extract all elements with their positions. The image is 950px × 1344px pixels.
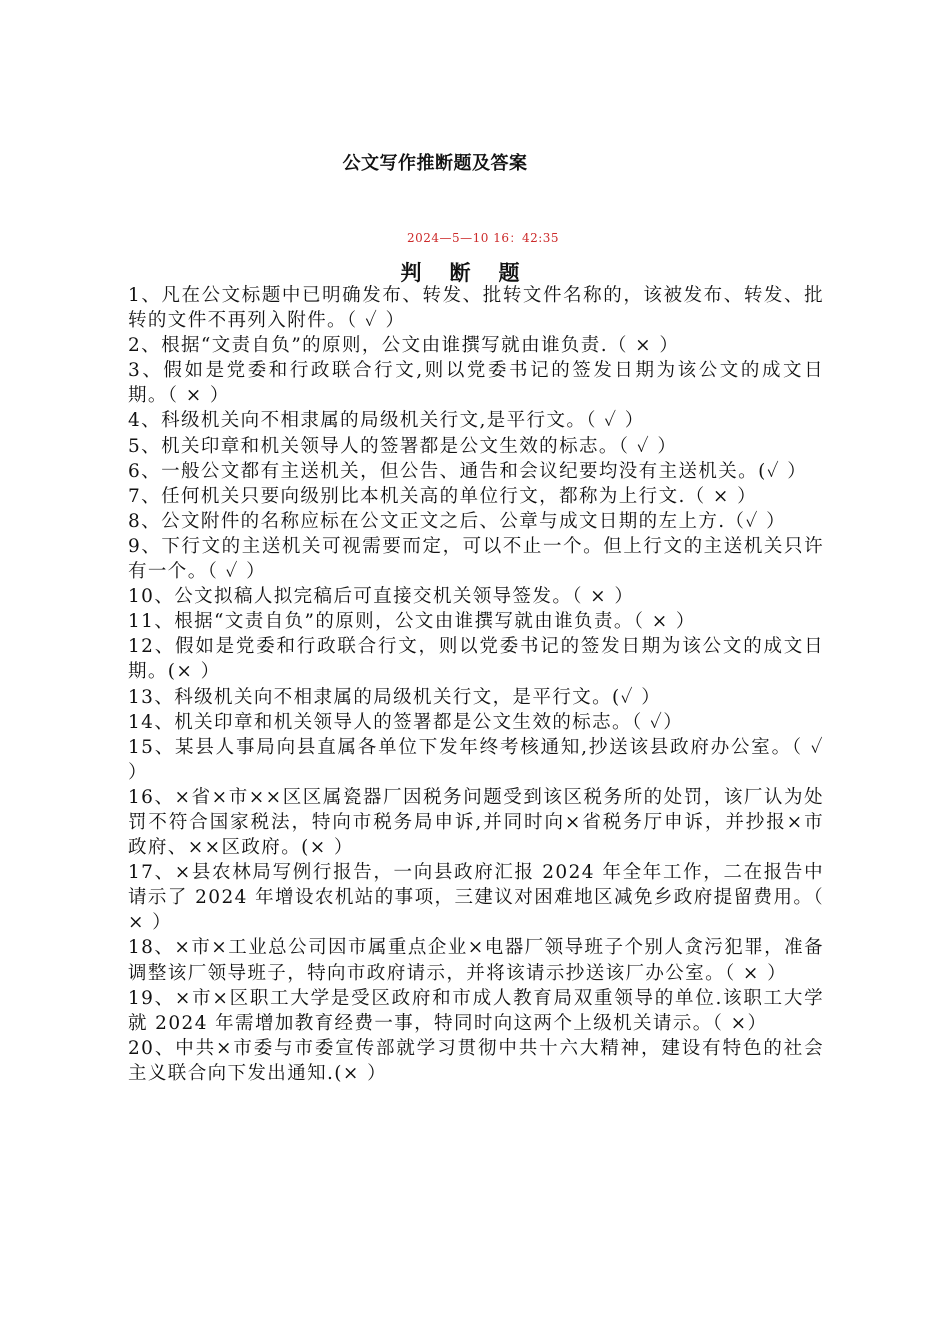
- question-list: [128, 283, 824, 1086]
- section-heading: 判断题: [400, 261, 548, 285]
- question-item: 2、根据“文责自负”的原则，公文由谁撰写就由谁负责.（ × ）: [128, 335, 680, 357]
- question-item: 14、机关印章和机关领导人的签署都是公文生效的标志。（ ✓）: [128, 711, 684, 733]
- question-item: 13、科级机关向不相隶属的局级机关行文，是平行文。(✓ ）: [128, 686, 662, 708]
- timestamp: 2024—5—10 16：42:35: [406, 231, 560, 245]
- question-item: 1、凡在公文标题中已明确发布、转发、批转文件名称的，该被发布、转发、批转的文件不再列入附件。（ ✓ ）: [128, 285, 824, 332]
- question-item: 18、×市×工业总公司因市属重点企业×电器厂领导班子个别人贪污犯罪，准备调整该厂领导班子，特向市政府请示，并将该请示抄送该厂办公室。（ × ）: [128, 937, 824, 984]
- question-item: 19、×市×区职工大学是受区政府和市成人教育局双重领导的单位.该职工大学就 2024 年需增加教育经费一事，特同时向这两个上级机关请示。（ ×）: [128, 987, 824, 1034]
- question-item: 7、任何机关只要向级别比本机关高的单位行文，都称为上行文.（ × ）: [128, 485, 758, 507]
- question-item: 16、×省×市××区区属瓷器厂因税务问题受到该区税务所的处罚，该厂认为处罚不符合国家税法，特向市税务局申诉,并同时向×省税务厅申诉，并抄报×市政府、××区政府。(× ）: [128, 786, 824, 859]
- question-item: 11、根据“文责自负”的原则，公文由谁撰写就由谁负责。（ × ）: [128, 611, 696, 633]
- question-item: 8、公文附件的名称应标在公文正文之后、公章与成文日期的左上方.（✓ ）: [128, 510, 786, 532]
- document-title: 公文写作推断题及答案: [342, 153, 528, 174]
- question-item: 17、×县农林局写例行报告，一向县政府汇报 2024 年全年工作，二在报告中请示了 2024 年增设农机站的事项，三建议对困难地区减免乡政府提留费用。（ × ）: [128, 862, 824, 934]
- question-item: 12、假如是党委和行政联合行文，则以党委书记的签发日期为该公文的成文日期。(× ）: [128, 636, 824, 683]
- question-item: 5、机关印章和机关领导人的签署都是公文生效的标志。（ ✓ ）: [128, 435, 678, 457]
- question-item: 15、某县人事局向县直属各单位下发年终考核通知,抄送该县政府办公室。（ ✓ ）: [128, 736, 824, 783]
- question-item: 6、一般公文都有主送机关，但公告、通告和会议纪要均没有主送机关。(✓ ）: [128, 460, 808, 482]
- question-item: 20、中共×市委与市委宣传部就学习贯彻中共十六大精神，建设有特色的社会主义联合向下发出通知.(× ）: [128, 1037, 824, 1084]
- question-item: 4、科级机关向不相隶属的局级机关行文,是平行文。（ ✓ ）: [128, 410, 645, 432]
- question-item: 9、下行文的主送机关可视需要而定，可以不止一个。但上行文的主送机关只许有一个。（ ✓ ）: [128, 535, 824, 583]
- question-item: 10、公文拟稿人拟完稿后可直接交机关领导签发。（ × ）: [128, 586, 635, 608]
- question-item: 3、假如是党委和行政联合行文,则以党委书记的签发日期为该公文的成文日期。（ × ）: [128, 360, 824, 407]
